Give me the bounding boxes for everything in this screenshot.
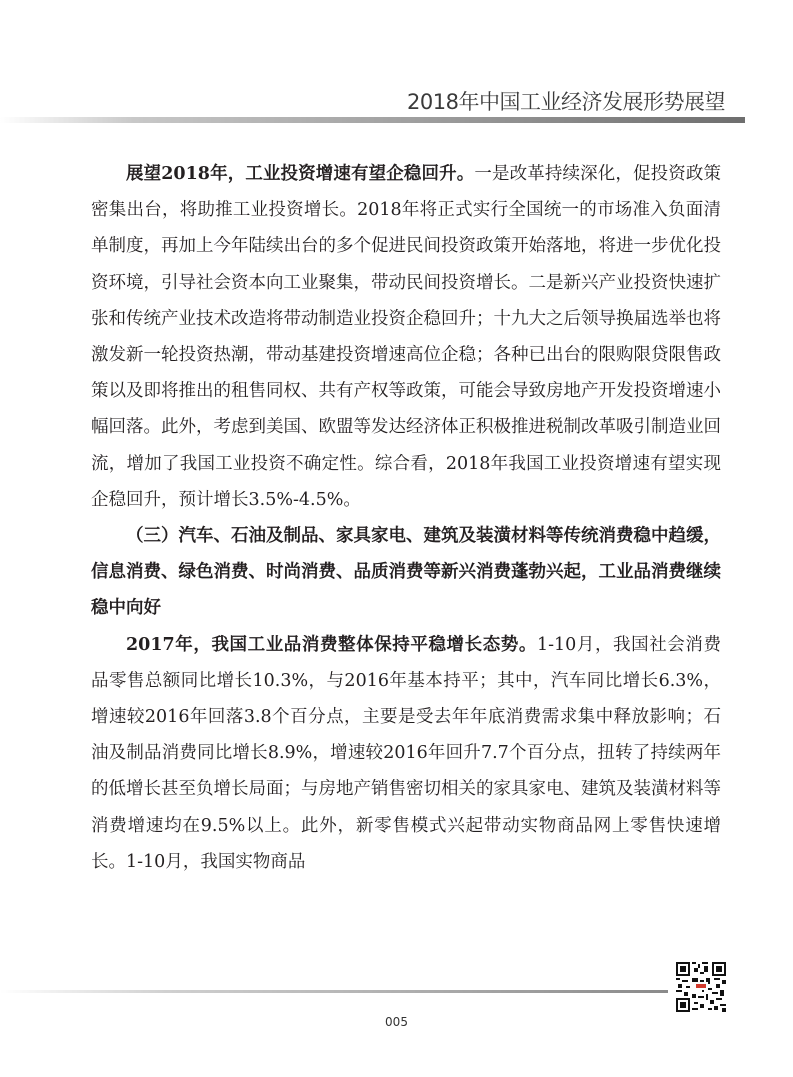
investment-lead: 展望2018年，工业投资增速有望企稳回升。 bbox=[126, 164, 475, 184]
page-number: 005 bbox=[385, 1015, 408, 1029]
footer-rule bbox=[0, 990, 668, 993]
body-content bbox=[91, 156, 721, 880]
investment-paragraph bbox=[91, 156, 721, 518]
qr-code-icon bbox=[676, 962, 726, 1012]
consumption-text: 1-10月，我国社会消费品零售总额同比增长10.3%，与2016年基本持平；其中，汽车同比增长6.3%，增速较2016年回落3.8个百分点，主要是受去年年底消费需求集中释放影响；石油及制品消费同比增长8.9%，增速较2016年回升7.7个百分点，扭转了持续两年的低增长甚至负增长局面；与房地产销售密切相关的家具家电、建筑及装潢材料等消费增速均在9.5%以上。此外，新零售模式兴起带动实物商品网上零售快速增长。1-10月，我国实物商品 bbox=[91, 634, 721, 872]
consumption-lead: 2017年，我国工业品消费整体保持平稳增长态势。 bbox=[126, 634, 537, 655]
consumption-paragraph bbox=[91, 627, 721, 880]
header-rule bbox=[0, 117, 745, 123]
running-header-title: 2018年中国工业经济发展形势展望 bbox=[407, 90, 725, 114]
investment-text: 一是改革持续深化，促投资政策密集出台，将助推工业投资增长。2018年将正式实行全国统一的市场准入负面清单制度，再加上今年陆续出台的多个促进民间投资政策开始落地，将进一步优化投资环境，引导社会资本向工业聚集，带动民间投资增长。二是新兴产业投资快速扩张和传统产业技术改造将带动制造业投资企稳回升；十九大之后领导换届选举也将激发新一轮投资热潮，带动基建投资增速高位企稳；各种已出台的限购限贷限售政策以及即将推出的租售同权、共有产权等政策，可能会导致房地产开发投资增速小幅回落。此外，考虑到美国、欧盟等发达经济体正积极推进税制改革吸引制造业回流，增加了我国工业投资不确定性。综合看，2018年我国工业投资增速有望实现企稳回升，预计增长3.5%-4.5%。 bbox=[91, 164, 721, 510]
section-heading: （三）汽车、石油及制品、家具家电、建筑及装潢材料等传统消费稳中趋缓，信息消费、绿色消费、时尚消费、品质消费等新兴消费蓬勃兴起，工业品消费继续稳中向好 bbox=[91, 526, 721, 619]
